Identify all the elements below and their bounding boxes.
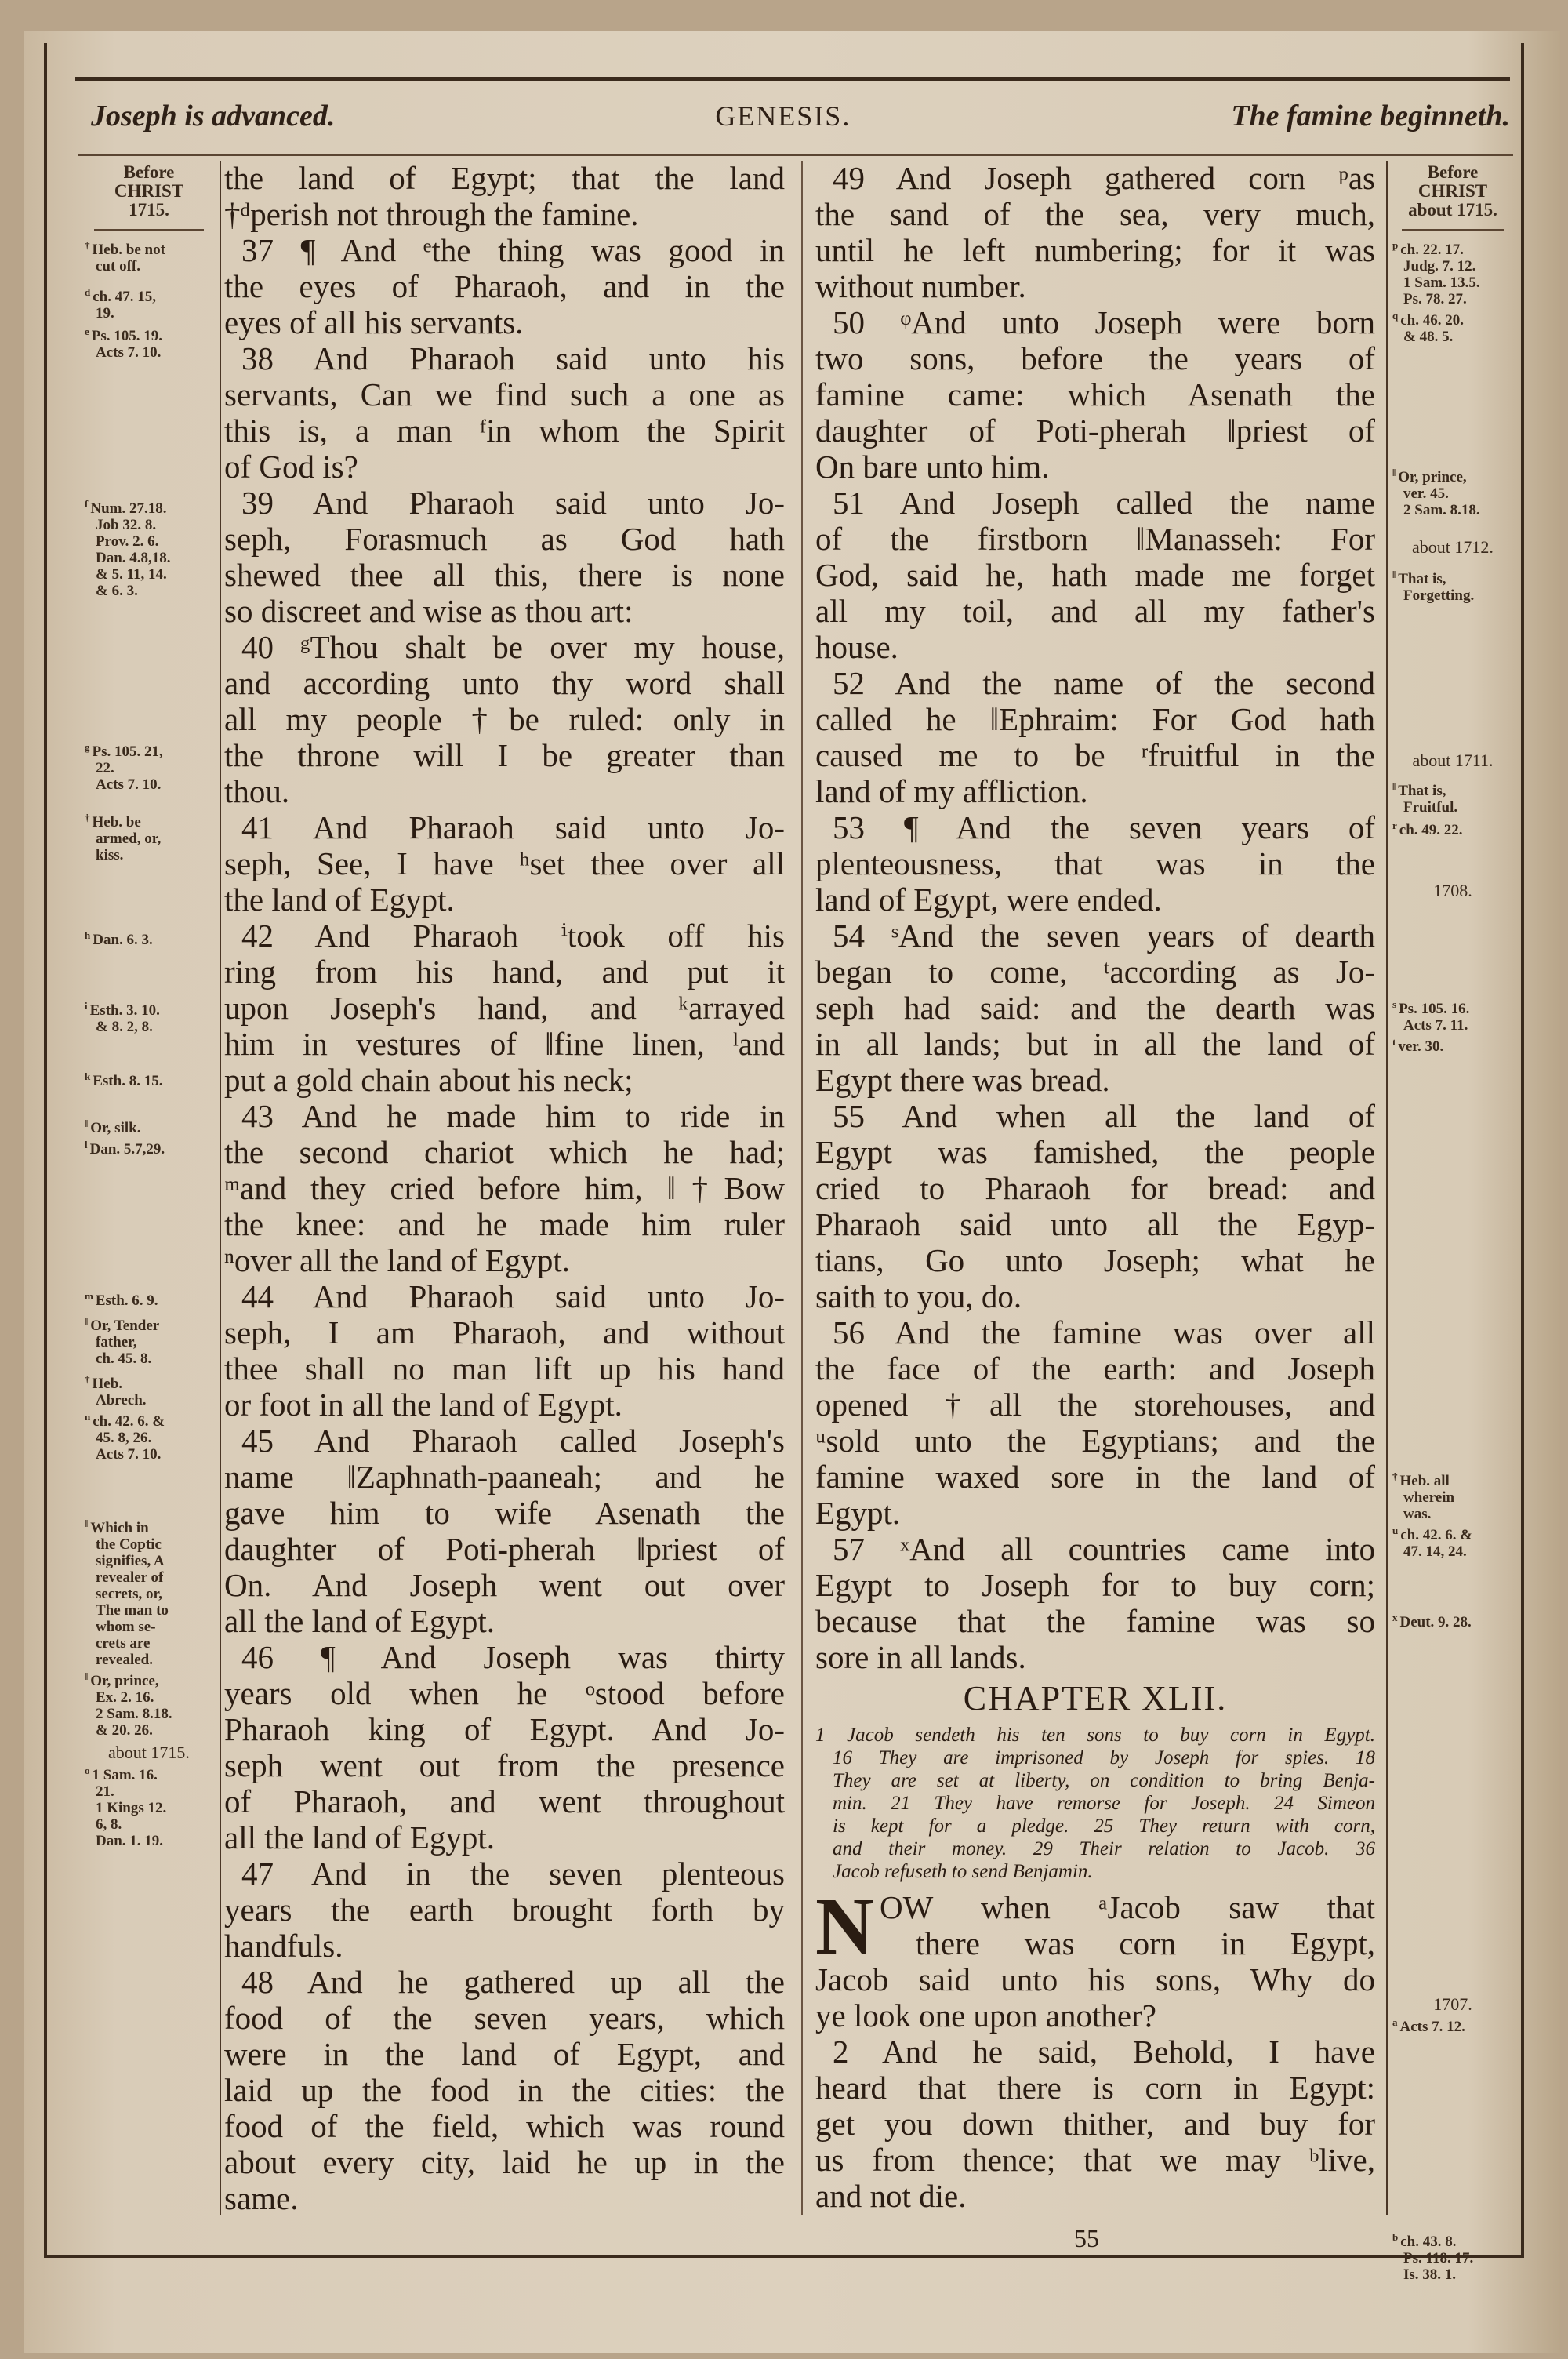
note-marker: k <box>85 1070 91 1082</box>
note-line: Dan. 4.8,18. <box>96 550 171 566</box>
text-line: God, said he, hath made me forget <box>815 557 1375 593</box>
text-line: and not die. <box>815 2178 967 2214</box>
margin-note <box>1392 309 1513 345</box>
note-marker: g <box>85 740 90 753</box>
chapter-summary <box>815 1724 1375 1883</box>
text-line: called he ‖Ephraim: For God hath <box>815 701 1375 737</box>
top-rule <box>75 77 1510 81</box>
note-marker: i <box>85 999 88 1012</box>
note-line: ch. 42. 6. & <box>1400 1527 1473 1543</box>
text-line: 41 And Pharaoh said unto Jo- <box>241 809 785 845</box>
margin-note <box>85 1764 213 1849</box>
text-line: ye look one upon another? <box>815 1997 1156 2034</box>
text-line: heard that there is corn in Egypt: <box>815 2070 1375 2106</box>
text-line: Pharaoh king of Egypt. And Jo- <box>224 1711 785 1747</box>
note-marker: b <box>1392 2230 1399 2243</box>
note-line: Esth. 3. 10. <box>89 1002 160 1019</box>
note-line: & 5. 11, 14. <box>96 566 167 583</box>
note-marker: ‖ <box>85 1670 89 1682</box>
era-line: 1715. <box>129 200 169 220</box>
note-marker: o <box>85 1764 90 1776</box>
note-marker: t <box>1392 1035 1396 1048</box>
note-line: Or, prince, <box>90 1673 159 1689</box>
margin-note <box>85 1314 213 1367</box>
header-rule <box>78 154 1513 156</box>
text-line: eyes of all his servants. <box>224 304 524 340</box>
note-marker: ‖ <box>1392 466 1396 478</box>
note-line: kiss. <box>96 847 124 863</box>
note-line: Prov. 2. 6. <box>96 533 159 550</box>
text-line: 51 And Joseph called the name <box>833 485 1375 521</box>
text-line: 52 And the name of the second <box>833 665 1375 701</box>
text-line: same. <box>224 2180 299 2216</box>
note-line: 1708. <box>1433 881 1472 900</box>
note-marker: ‖ <box>85 1314 89 1327</box>
text-column-right <box>815 160 1375 2214</box>
text-line: us from thence; that we may ᵇlive, <box>815 2142 1375 2178</box>
text-line: thee shall no man lift up his hand <box>224 1350 785 1387</box>
note-line: the Coptic <box>96 1536 162 1553</box>
margin-note <box>85 497 213 599</box>
note-marker: q <box>1392 309 1399 322</box>
text-line: seph, See, I have ʰset thee over all <box>224 845 785 881</box>
chapter-heading: CHAPTER XLII. <box>963 1679 1228 1717</box>
note-marker: † <box>85 811 90 823</box>
note-line: Ps. 118. 17. <box>1403 2250 1474 2266</box>
margin-note <box>1392 1995 1513 2014</box>
page-number: 55 <box>1074 2224 1099 2252</box>
note-line: about 1711. <box>1412 751 1494 770</box>
note-line: Dan. 1. 19. <box>96 1833 164 1849</box>
note-line: ver. 30. <box>1398 1038 1444 1055</box>
note-marker: ‖ <box>85 1517 89 1529</box>
note-line: signifies, A <box>96 1553 165 1569</box>
note-line: Fruitful. <box>1403 799 1458 816</box>
drop-cap: N <box>815 1881 875 1972</box>
note-line: 19. <box>96 305 114 322</box>
text-line: were in the land of Egypt, and <box>224 2036 785 2072</box>
text-line: of Pharaoh, and went throughout <box>224 1783 785 1819</box>
text-line: Pharaoh said unto all the Egyp- <box>815 1206 1375 1242</box>
text-line: land of Egypt, were ended. <box>815 881 1162 918</box>
text-line: On. And Joseph went out over <box>224 1567 785 1603</box>
text-line: ᵘsold unto the Egyptians; and the <box>815 1423 1375 1459</box>
text-line: daughter of Poti-pherah ‖priest of <box>815 413 1375 449</box>
note-line: The man to <box>96 1602 169 1619</box>
note-line: Or, silk. <box>90 1120 141 1136</box>
text-line: food of the seven years, which <box>224 2000 785 2036</box>
margin-note <box>1392 998 1513 1034</box>
note-line: 45. 8, 26. <box>96 1430 152 1446</box>
summary-line: Jacob refuseth to send Benjamin. <box>833 1861 1093 1882</box>
margin-note <box>1392 568 1513 604</box>
text-line: 42 And Pharaoh ⁱtook off his <box>241 918 785 954</box>
text-line: the eyes of Pharaoh, and in the <box>224 268 785 304</box>
text-line: Egypt there was bread. <box>815 1062 1110 1098</box>
margin-note <box>1392 2016 1513 2035</box>
text-line: seph went out from the presence <box>224 1747 785 1783</box>
margin-note <box>85 325 213 361</box>
text-line: 40 ᵍThou shalt be over my house, <box>241 629 785 665</box>
text-line: two sons, before the years of <box>815 340 1375 376</box>
note-line: & 20. 26. <box>96 1722 153 1739</box>
note-line: wherein <box>1403 1489 1455 1506</box>
margin-note <box>85 999 213 1035</box>
note-line: Acts 7. 11. <box>1403 1017 1468 1034</box>
margin-note <box>1392 238 1513 307</box>
text-line: of God is? <box>224 449 358 485</box>
margin-note <box>85 811 213 863</box>
note-line: Ps. 105. 21, <box>92 743 163 760</box>
note-marker: l <box>85 1138 88 1150</box>
text-line: put a gold chain about his neck; <box>224 1062 633 1098</box>
summary-line: 16 They are imprisoned by Joseph for spies. 18 <box>833 1747 1375 1768</box>
text-line: 47 And in the seven plenteous <box>241 1856 785 1892</box>
note-marker: d <box>85 285 91 298</box>
text-line: of the firstborn ‖Manasseh: For <box>815 521 1375 557</box>
margin-note <box>1392 1035 1513 1055</box>
note-line: Dan. 5.7,29. <box>89 1141 165 1158</box>
text-line: without number. <box>815 268 1026 304</box>
margin-note <box>1392 1470 1513 1522</box>
margin-note <box>1392 819 1513 838</box>
text-line: get you down thither, and buy for <box>815 2106 1375 2142</box>
margin-note <box>85 238 213 274</box>
summary-line: min. 21 They have remorse for Joseph. 24 Simeon <box>833 1793 1375 1814</box>
margin-note <box>1392 466 1513 518</box>
text-line: 2 And he said, Behold, I have <box>833 2034 1375 2070</box>
margin-note <box>1392 1611 1513 1630</box>
note-line: Ps. 105. 16. <box>1399 1001 1470 1017</box>
note-line: That is, <box>1398 783 1446 799</box>
note-line: ver. 45. <box>1403 485 1449 502</box>
note-line: 2 Sam. 8.18. <box>96 1706 172 1722</box>
text-line: Egypt. <box>815 1495 901 1531</box>
note-line: 1 Sam. 16. <box>92 1767 158 1783</box>
note-line: 1 Kings 12. <box>96 1800 167 1816</box>
column-rule-center <box>801 161 803 2215</box>
text-line: plenteousness, that was in the <box>815 845 1375 881</box>
note-line: & 48. 5. <box>1403 329 1454 345</box>
note-line: Abrech. <box>96 1392 147 1408</box>
note-line: whom se- <box>96 1619 156 1635</box>
note-line: ch. 49. 22. <box>1399 822 1463 838</box>
note-line: armed, or, <box>96 831 162 847</box>
note-line: ch. 45. 8. <box>96 1350 152 1367</box>
margin-note <box>85 1289 213 1309</box>
note-line: Or, prince, <box>1398 469 1467 485</box>
text-line: or foot in all the land of Egypt. <box>224 1387 622 1423</box>
note-line: Esth. 8. 15. <box>93 1073 163 1089</box>
margin-note <box>1392 751 1513 770</box>
note-line: cut off. <box>96 258 140 274</box>
text-line: years the earth brought forth by <box>224 1892 785 1928</box>
text-line: 48 And he gathered up all the <box>241 1964 785 2000</box>
margin-note <box>85 285 213 322</box>
text-line: land of my affliction. <box>815 773 1088 809</box>
margin-note <box>1392 1524 1513 1560</box>
column-rule-left <box>220 161 221 2215</box>
text-line: saith to you, do. <box>815 1278 1022 1314</box>
note-line: revealer of <box>96 1569 164 1586</box>
text-line: famine waxed sore in the land of <box>815 1459 1375 1495</box>
note-line: Or, Tender <box>90 1318 160 1334</box>
margin-note <box>85 1138 213 1158</box>
text-line: daughter of Poti-pherah ‖priest of <box>224 1531 785 1567</box>
note-line: Which in <box>90 1520 149 1536</box>
text-line: 46 ¶ And Joseph was thirty <box>241 1639 785 1675</box>
margin-note <box>85 1410 213 1463</box>
text-line: 43 And he made him to ride in <box>241 1098 785 1134</box>
note-line: about 1715. <box>108 1743 190 1762</box>
text-line: Jacob said unto his sons, Why do <box>815 1961 1375 1997</box>
text-line: gave him to wife Asenath the <box>224 1495 785 1531</box>
margin-note <box>85 1743 213 1762</box>
margin-note <box>85 1670 213 1739</box>
text-line: 54 ˢAnd the seven years of dearth <box>833 918 1375 954</box>
note-line: Job 32. 8. <box>96 517 157 533</box>
note-line: Judg. 7. 12. <box>1403 258 1476 274</box>
margin-note <box>85 929 213 948</box>
margin-note <box>85 1517 213 1668</box>
text-line: all the land of Egypt. <box>224 1819 495 1856</box>
text-line: in all lands; but in all the land of <box>815 1026 1375 1062</box>
note-line: ch. 47. 15, <box>93 289 156 305</box>
margin-note <box>1392 780 1513 816</box>
note-marker: † <box>85 1372 90 1385</box>
era-line: Before <box>123 162 175 182</box>
text-line: seph had said: and the dearth was <box>815 990 1375 1026</box>
note-line: about 1712. <box>1412 537 1494 557</box>
era-line: Before <box>1427 162 1479 182</box>
note-line: Ps. 105. 19. <box>91 328 163 344</box>
text-line: the knee: and he made him ruler <box>224 1206 785 1242</box>
text-line: 37 ¶ And ᵉthe thing was good in <box>241 232 785 268</box>
note-line: That is, <box>1398 571 1446 587</box>
note-marker: ‖ <box>1392 780 1396 792</box>
note-line: Acts 7. 12. <box>1399 2019 1465 2035</box>
note-line: ch. 43. 8. <box>1400 2234 1457 2250</box>
note-line: Heb. <box>92 1376 123 1392</box>
note-line: Heb. all <box>1399 1473 1450 1489</box>
note-marker: † <box>1392 1470 1398 1482</box>
summary-line: 1 Jacob sendeth his ten sons to buy corn in Egypt. <box>815 1725 1375 1746</box>
text-line: ⁿover all the land of Egypt. <box>224 1242 571 1278</box>
margin-note <box>1392 881 1513 900</box>
text-line: all my toil, and all my father's <box>815 593 1375 629</box>
summary-line: is kept for a pledge. 25 They return with corn, <box>833 1816 1375 1837</box>
note-marker: m <box>85 1289 93 1302</box>
text-line: him in vestures of ‖fine linen, ˡand <box>224 1026 785 1062</box>
margin-note <box>85 740 213 793</box>
note-line: 2 Sam. 8.18. <box>1403 502 1480 518</box>
text-line: all the land of Egypt. <box>224 1603 495 1639</box>
note-marker: x <box>1392 1611 1398 1623</box>
note-line: 47. 14, 24. <box>1403 1543 1467 1560</box>
text-line: laid up the food in the cities: the <box>224 2072 785 2108</box>
text-line: opened †all the storehouses, and <box>815 1387 1375 1423</box>
note-line: Forgetting. <box>1403 587 1475 604</box>
note-line: Deut. 9. 28. <box>1399 1614 1472 1630</box>
text-column-left <box>224 160 785 2216</box>
note-line: ch. 22. 17. <box>1400 242 1464 258</box>
era-line: CHRIST <box>114 181 184 201</box>
summary-line: They are set at liberty, on condition to bring Benja- <box>833 1770 1375 1791</box>
text-line: caused me to be ʳfruitful in the <box>815 737 1375 773</box>
summary-line: and their money. 29 Their relation to Jacob. 36 <box>833 1838 1375 1859</box>
note-marker: n <box>85 1410 91 1423</box>
text-line: upon Joseph's hand, and ᵏarrayed <box>224 990 785 1026</box>
margin-note <box>85 1070 213 1089</box>
note-line: & 8. 2, 8. <box>96 1019 153 1035</box>
note-marker: † <box>85 238 90 251</box>
text-line: Egypt to Joseph for to buy corn; <box>815 1567 1375 1603</box>
note-marker: f <box>85 497 89 510</box>
text-line: On bare unto him. <box>815 449 1050 485</box>
note-marker: r <box>1392 819 1397 831</box>
text-line: food of the field, which was round <box>224 2108 785 2144</box>
right-margin-references <box>1392 162 1513 2283</box>
note-line: ch. 42. 6. & <box>93 1413 165 1430</box>
text-line: because that the famine was so <box>815 1603 1375 1639</box>
chapter-opening <box>815 1881 1375 2214</box>
note-line: 21. <box>96 1783 114 1800</box>
left-era-heading <box>94 163 204 231</box>
column-rule-right <box>1386 161 1388 2215</box>
margin-note <box>1392 538 1513 557</box>
note-line: 6, 8. <box>96 1816 122 1833</box>
text-line: cried to Pharaoh for bread: and <box>815 1170 1375 1206</box>
note-line: ch. 46. 20. <box>1400 312 1464 329</box>
note-line: Num. 27.18. <box>90 500 167 517</box>
text-line: years old when he ᵒstood before <box>224 1675 785 1711</box>
note-line: revealed. <box>96 1652 153 1668</box>
text-line: famine came: which Asenath the <box>815 376 1375 413</box>
note-line: 22. <box>96 760 114 776</box>
note-marker: ‖ <box>1392 568 1396 580</box>
note-line: Dan. 6. 3. <box>93 932 153 948</box>
chapter-42-verses <box>815 1881 1375 2214</box>
text-line: shewed thee all this, there is none <box>224 557 785 593</box>
note-line: & 6. 3. <box>96 583 138 599</box>
note-line: father, <box>96 1334 137 1350</box>
note-marker: ‖ <box>85 1117 89 1129</box>
text-line: ring from his hand, and put it <box>224 954 785 990</box>
note-line: 1707. <box>1433 1994 1472 2014</box>
left-margin-references <box>85 162 213 1849</box>
text-line: 38 And Pharaoh said unto his <box>241 340 785 376</box>
note-marker: s <box>1392 998 1397 1010</box>
note-marker: p <box>1392 238 1399 251</box>
running-head-book-title: GENESIS. <box>715 100 851 132</box>
text-line: the second chariot which he had; <box>224 1134 785 1170</box>
text-line: until he left numbering; for it was <box>815 232 1375 268</box>
note-line: Is. 38. 1. <box>1403 2266 1457 2283</box>
margin-note <box>85 1117 213 1136</box>
text-line: all my people †be ruled: only in <box>224 701 785 737</box>
era-line: about 1715. <box>1408 200 1497 220</box>
text-line: house. <box>815 629 898 665</box>
text-line: sore in all lands. <box>815 1639 1026 1675</box>
note-line: Acts 7. 10. <box>96 344 162 361</box>
text-line: tians, Go unto Joseph; what he <box>815 1242 1375 1278</box>
running-head-left: Joseph is advanced. <box>91 100 336 133</box>
text-line: about every city, laid he up in the <box>224 2144 785 2180</box>
chapter-41-continued <box>815 160 1375 1675</box>
text-line: thou. <box>224 773 290 809</box>
note-line: 1 Sam. 13.5. <box>1403 274 1480 291</box>
text-line: began to come, ᵗaccording as Jo- <box>815 954 1375 990</box>
text-line: so discreet and wise as thou art: <box>224 593 633 629</box>
running-head-right: The famine beginneth. <box>1231 100 1510 133</box>
text-line: this is, a man ᶠin whom the Spirit <box>224 413 785 449</box>
running-head <box>91 93 1510 140</box>
text-line: †ᵈperish not through the famine. <box>224 196 639 232</box>
note-line: Ps. 78. 27. <box>1403 291 1467 307</box>
note-line: Acts 7. 10. <box>96 1446 162 1463</box>
text-line: 49 And Joseph gathered corn ᵖas <box>833 160 1375 196</box>
text-line: 39 And Pharaoh said unto Jo- <box>241 485 785 521</box>
text-line: OW when ᵃJacob saw that <box>880 1889 1375 1925</box>
note-line: secrets, or, <box>96 1586 162 1602</box>
text-line: 55 And when all the land of <box>833 1098 1375 1134</box>
right-era-heading <box>1402 163 1504 231</box>
text-line: the face of the earth: and Joseph <box>815 1350 1375 1387</box>
text-line: 45 And Pharaoh called Joseph's <box>241 1423 785 1459</box>
text-line: seph, I am Pharaoh, and without <box>224 1314 785 1350</box>
text-line: the throne will I be greater than <box>224 737 785 773</box>
text-line: the land of Egypt; that the land <box>224 160 785 196</box>
margin-note <box>1392 2230 1513 2283</box>
text-line: 56 And the famine was over all <box>833 1314 1375 1350</box>
note-line: Ex. 2. 16. <box>96 1689 154 1706</box>
note-marker: u <box>1392 1524 1399 1536</box>
text-line: 44 And Pharaoh said unto Jo- <box>241 1278 785 1314</box>
text-line: name ‖Zaphnath-paaneah; and he <box>224 1459 785 1495</box>
note-line: Esth. 6. 9. <box>95 1292 158 1309</box>
note-marker: h <box>85 929 91 941</box>
text-line: handfuls. <box>224 1928 343 1964</box>
text-line: ᵐand they cried before him, ‖†Bow <box>224 1170 785 1206</box>
text-line: Egypt was famished, the people <box>815 1134 1375 1170</box>
text-line: 57 ˣAnd all countries came into <box>833 1531 1375 1567</box>
text-line: seph, Forasmuch as God hath <box>224 521 785 557</box>
text-line: 50 ᵠAnd unto Joseph were born <box>833 304 1375 340</box>
text-line: 53 ¶ And the seven years of <box>833 809 1375 845</box>
text-line: servants, Can we find such a one as <box>224 376 785 413</box>
era-line: CHRIST <box>1417 181 1488 201</box>
margin-note <box>85 1372 213 1408</box>
note-line: Heb. be not <box>92 242 165 258</box>
text-line: there was corn in Egypt, <box>916 1925 1375 1961</box>
note-line: Heb. be <box>92 814 141 831</box>
note-line: crets are <box>96 1635 151 1652</box>
note-line: was. <box>1403 1506 1432 1522</box>
note-marker: a <box>1392 2016 1398 2028</box>
text-line: the sand of the sea, very much, <box>815 196 1375 232</box>
text-line: the land of Egypt. <box>224 881 455 918</box>
note-line: Acts 7. 10. <box>96 776 162 793</box>
text-line: and according unto thy word shall <box>224 665 785 701</box>
note-marker: e <box>85 325 89 337</box>
